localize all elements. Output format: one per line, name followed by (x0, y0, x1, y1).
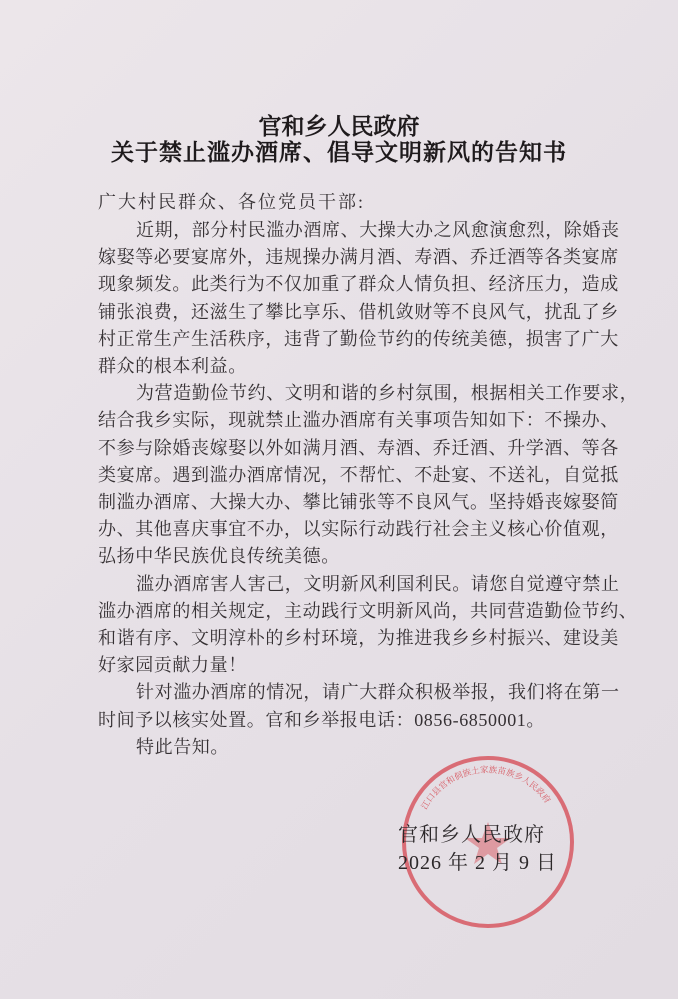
body-line: 群众的根本利益。 (98, 356, 247, 376)
body-line: 类宴席。遇到滥办酒席情况，不帮忙、不赴宴、不送礼，自觉抵 (98, 464, 619, 485)
body-line: 滥办酒席的相关规定，主动践行文明新风尚，共同营造勤俭节约、 (98, 600, 638, 621)
body-line: 嫁娶等必要宴席外，违规操办满月酒、寿酒、乔迁酒等各类宴席 (98, 247, 619, 268)
body-line: 村正常生产生活秩序，违背了勤俭节约的传统美德，损害了广大 (98, 328, 619, 349)
body-line: 近期，部分村民滥办酒席、大操大办之风愈演愈烈，除婚丧 (136, 220, 620, 240)
body-line: 和谐有序、文明淳朴的乡村环境，为推进我乡乡村振兴、建设美 (98, 628, 619, 648)
seal-text: 江口县官和侗族土家族苗族乡人民政府 (419, 764, 553, 811)
body-line: 为营造勤俭节约、文明和谐的乡村氛围，根据相关工作要求， (136, 383, 639, 404)
body-line: 滥办酒席害人害己，文明新风利国利民。请您自觉遵守禁止 (136, 573, 620, 594)
body-line: 不参与除婚丧嫁娶以外如满月酒、寿酒、乔迁酒、升学酒、等各 (98, 437, 619, 458)
signature-date: 2026 年 2 月 9 日 (398, 852, 557, 874)
body-line: 好家园贡献力量！ (98, 655, 247, 676)
body-line: 办、其他喜庆事宜不办，以实际行动践行社会主义核心价值观， (98, 519, 619, 540)
issuer-title: 官和乡人民政府 (258, 114, 420, 139)
body-line: 针对滥办酒席的情况，请广大群众积极举报，我们将在第一 (136, 682, 620, 703)
body-line: 铺张浪费，还滋生了攀比享乐、借机敛财等不良风气，扰乱了乡 (98, 301, 619, 322)
body-line: 弘扬中华民族优良传统美德。 (98, 546, 340, 567)
body-line: 特此告知。 (136, 736, 229, 757)
body-line: 制滥办酒席、大操大办、攀比铺张等不良风气。坚持婚丧嫁娶简 (98, 492, 619, 512)
signature-issuer: 官和乡人民政府 (398, 824, 545, 846)
body-line: 时间予以核实处置。官和乡举报电话：0856-6850001。 (98, 709, 545, 730)
salutation: 广大村民群众、各位党员干部: (98, 192, 365, 212)
notice-title: 关于禁止滥办酒席、倡导文明新风的告知书 (111, 140, 567, 165)
svg-text:江口县官和侗族土家族苗族乡人民政府 (419, 764, 553, 811)
body-line: 现象频发。此类行为不仅加重了群众人情负担、经济压力，造成 (98, 274, 619, 295)
body-line: 结合我乡实际，现就禁止滥办酒席有关事项告知如下：不操办、 (98, 410, 619, 431)
